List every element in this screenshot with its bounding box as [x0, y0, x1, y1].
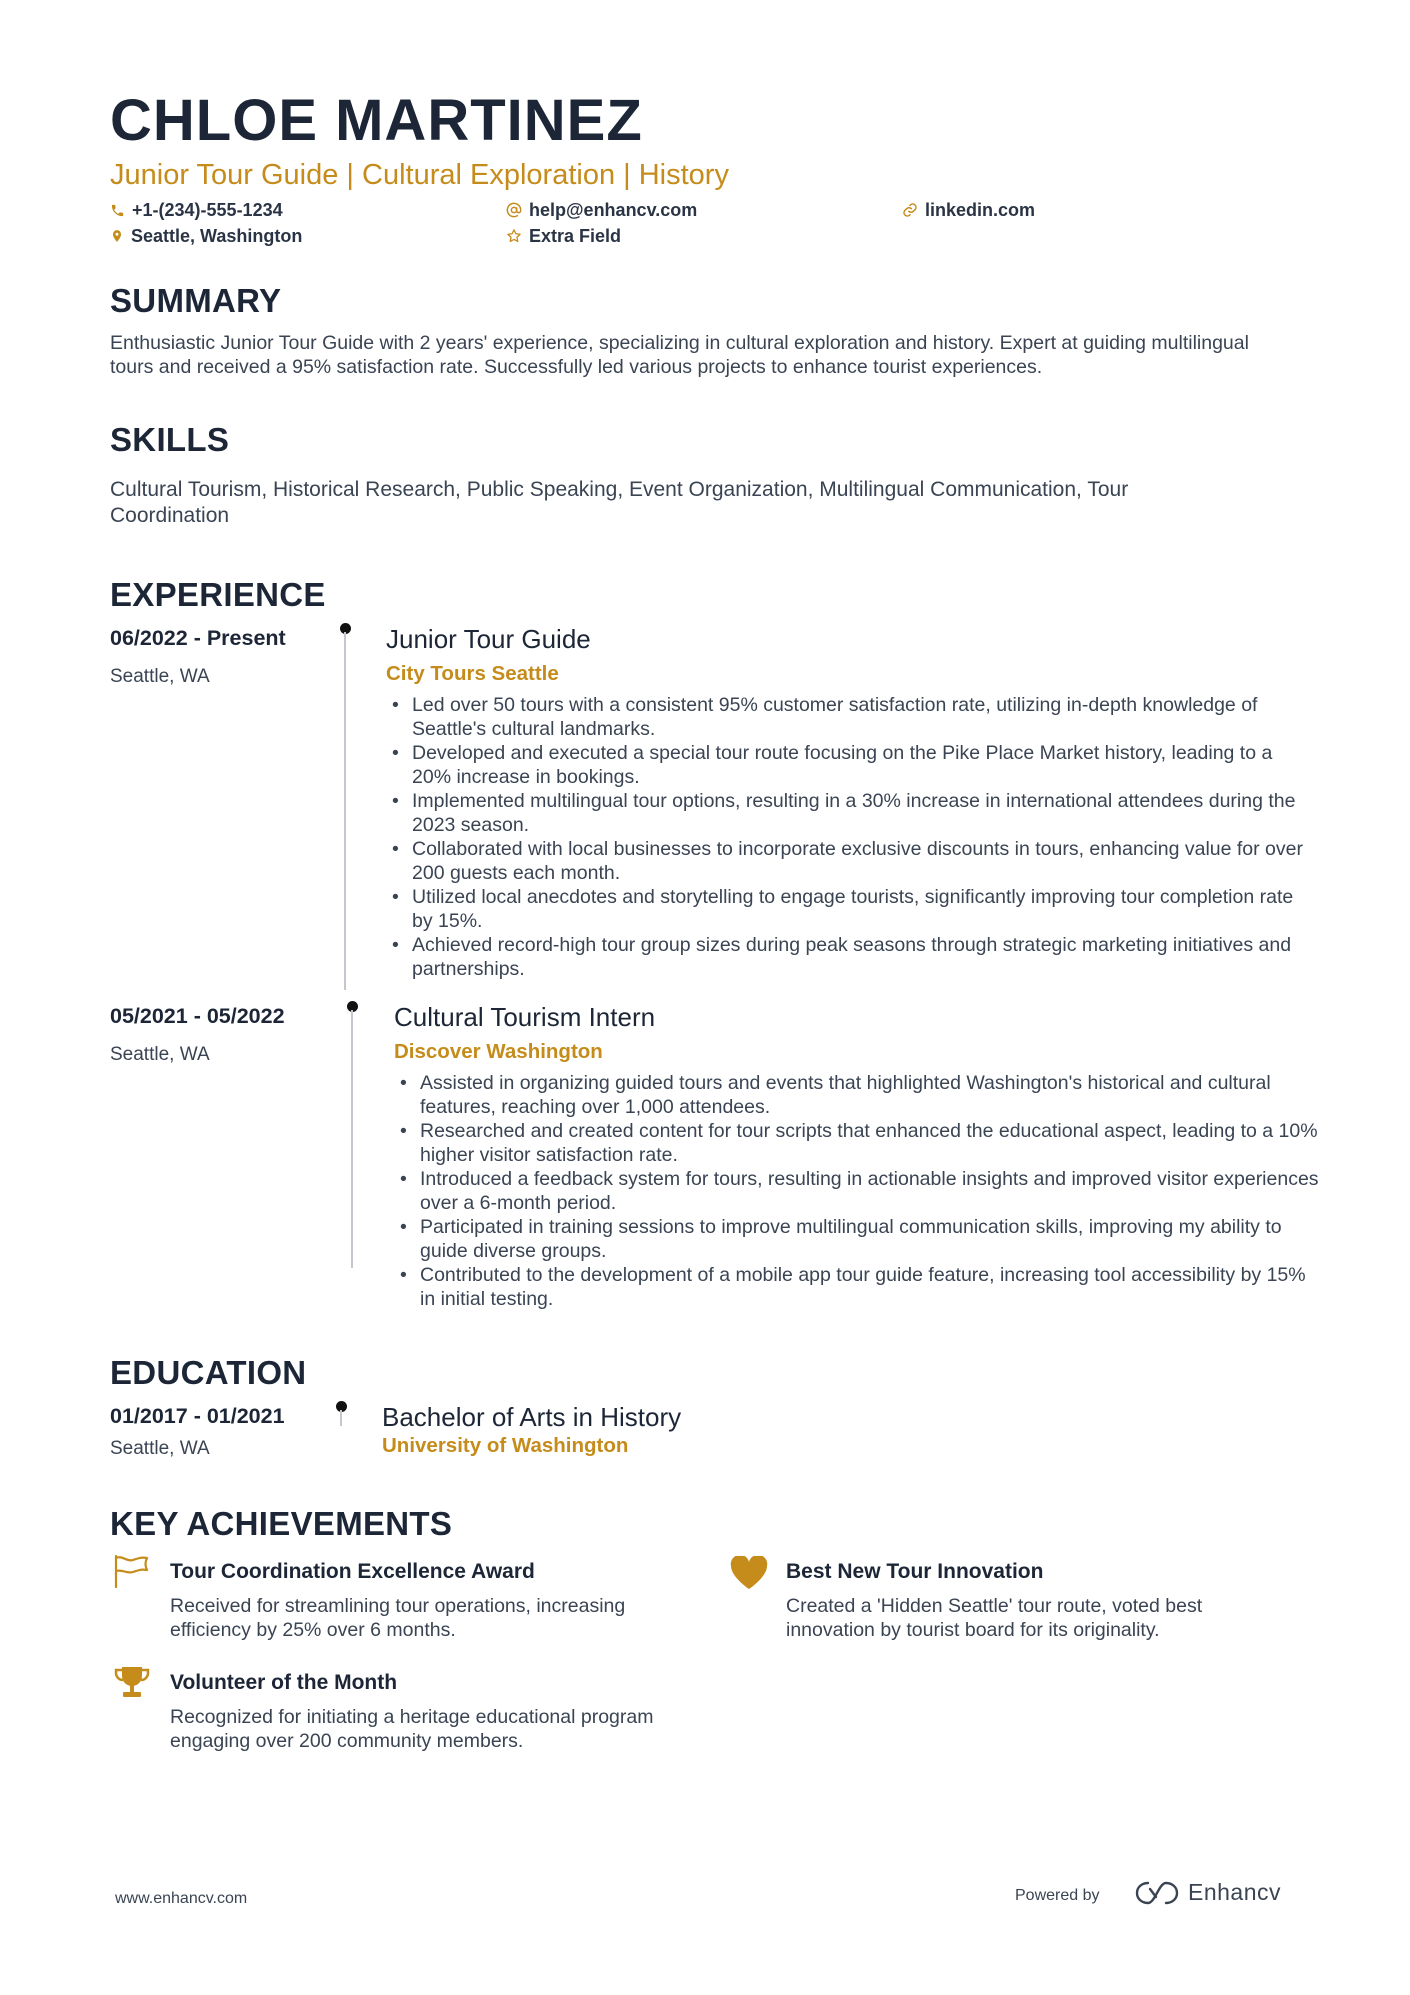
- education-degree: Bachelor of Arts in History: [382, 1402, 682, 1432]
- phone-icon: [110, 203, 125, 218]
- at-icon: [506, 202, 522, 218]
- list-item: • Contributed to the development of a mobile app tour guide feature, increasing tool accessibility by 15% in initial testing.: [420, 1263, 1320, 1311]
- heart-icon: [729, 1556, 769, 1595]
- job-location: Seattle, WA: [110, 1044, 210, 1065]
- experience-heading: EXPERIENCE: [110, 576, 326, 613]
- job-role: Cultural Tourism Intern: [394, 1002, 656, 1032]
- list-item: • Researched and created content for tour scripts that enhanced the educational aspect, leading to a 10% higher visitor satisfaction rate.: [420, 1119, 1320, 1167]
- linkedin-text[interactable]: linkedin.com: [925, 200, 1036, 220]
- achievements-heading: KEY ACHIEVEMENTS: [110, 1505, 453, 1542]
- job-dates: 06/2022 - Present: [110, 626, 286, 650]
- list-item: • Implemented multilingual tour options, resulting in a 30% increase in international attendees during the 2023 season.: [412, 789, 1312, 837]
- contact-email[interactable]: [506, 201, 697, 219]
- education-school: University of Washington: [382, 1434, 629, 1457]
- job-dates: 05/2021 - 05/2022: [110, 1004, 285, 1028]
- skills-heading: SKILLS: [110, 421, 230, 458]
- contact-extra: [506, 227, 621, 245]
- job-role: Junior Tour Guide: [386, 624, 591, 654]
- link-icon: [902, 202, 918, 218]
- timeline-line: [340, 1410, 342, 1426]
- star-icon: [506, 228, 522, 244]
- achievement-desc: Recognized for initiating a heritage educational program engaging over 200 community members.: [170, 1706, 654, 1752]
- education-dates: 01/2017 - 01/2021: [110, 1404, 285, 1428]
- location-text: Seattle, Washington: [131, 226, 303, 246]
- timeline-line: [351, 1010, 353, 1268]
- summary-text: Enthusiastic Junior Tour Guide with 2 years' experience, specializing in cultural exploration and history. Expert at guiding multilingual tours and received a 95% satisfaction rate. Successfully led various projects to enhance tourist experiences.: [110, 332, 1249, 378]
- contact-location: [110, 227, 302, 245]
- extra-text: Extra Field: [529, 226, 622, 246]
- footer-website[interactable]: www.enhancv.com: [115, 1890, 248, 1907]
- candidate-title: Junior Tour Guide | Cultural Exploration | History: [110, 159, 729, 191]
- achievement-title: Tour Coordination Excellence Award: [170, 1560, 535, 1583]
- enhancv-logo-text: Enhancv: [1188, 1879, 1282, 1905]
- list-item: • Collaborated with local businesses to incorporate exclusive discounts in tours, enhancing value for over 200 guests each month.: [412, 837, 1312, 885]
- summary-heading: SUMMARY: [110, 282, 282, 319]
- list-item: • Introduced a feedback system for tours, resulting in actionable insights and improved visitor experiences over a 6-month period.: [420, 1167, 1320, 1215]
- job-bullets: [394, 1071, 1320, 1311]
- flag-icon: [112, 1554, 152, 1593]
- trophy-icon: [112, 1665, 152, 1706]
- timeline-line: [344, 632, 346, 990]
- enhancv-logo-icon: [1134, 1880, 1180, 1906]
- list-item: • Led over 50 tours with a consistent 95% customer satisfaction rate, utilizing in-depth knowledge of Seattle's cultural landmarks.: [412, 693, 1312, 741]
- job-company: Discover Washington: [394, 1040, 603, 1063]
- candidate-name: CHLOE MARTINEZ: [110, 88, 643, 153]
- job-bullets: [386, 693, 1312, 981]
- skills-text: Cultural Tourism, Historical Research, Public Speaking, Event Organization, Multilingual Communication, Tour Coordination: [110, 478, 1129, 527]
- contact-linkedin[interactable]: [902, 201, 1035, 219]
- footer-powered-by: Powered by: [1015, 1887, 1100, 1904]
- list-item: • Utilized local anecdotes and storytelling to engage tourists, significantly improving tour completion rate by 15%.: [412, 885, 1312, 933]
- job-location: Seattle, WA: [110, 666, 210, 687]
- email-text[interactable]: help@enhancv.com: [529, 200, 698, 220]
- achievement-desc: Received for streamlining tour operations, increasing efficiency by 25% over 6 months.: [170, 1595, 626, 1641]
- achievement-title: Volunteer of the Month: [170, 1671, 398, 1694]
- contact-phone: [110, 201, 283, 219]
- education-heading: EDUCATION: [110, 1354, 307, 1391]
- achievement-desc: Created a 'Hidden Seattle' tour route, voted best innovation by tourist board for its originality.: [786, 1595, 1203, 1641]
- list-item: • Achieved record-high tour group sizes during peak seasons through strategic marketing initiatives and partnerships.: [412, 933, 1312, 981]
- job-company: City Tours Seattle: [386, 662, 559, 685]
- location-pin-icon: [110, 228, 124, 244]
- education-location: Seattle, WA: [110, 1438, 210, 1459]
- phone-text: +1-(234)-555-1234: [132, 200, 283, 220]
- list-item: • Assisted in organizing guided tours and events that highlighted Washington's historical and cultural features, reaching over 1,000 attendees.: [420, 1071, 1320, 1119]
- list-item: • Participated in training sessions to improve multilingual communication skills, improving my ability to guide diverse groups.: [420, 1215, 1320, 1263]
- list-item: • Developed and executed a special tour route focusing on the Pike Place Market history, leading to a 20% increase in bookings.: [412, 741, 1312, 789]
- enhancv-logo[interactable]: [1134, 1879, 1281, 1906]
- achievement-title: Best New Tour Innovation: [786, 1560, 1044, 1583]
